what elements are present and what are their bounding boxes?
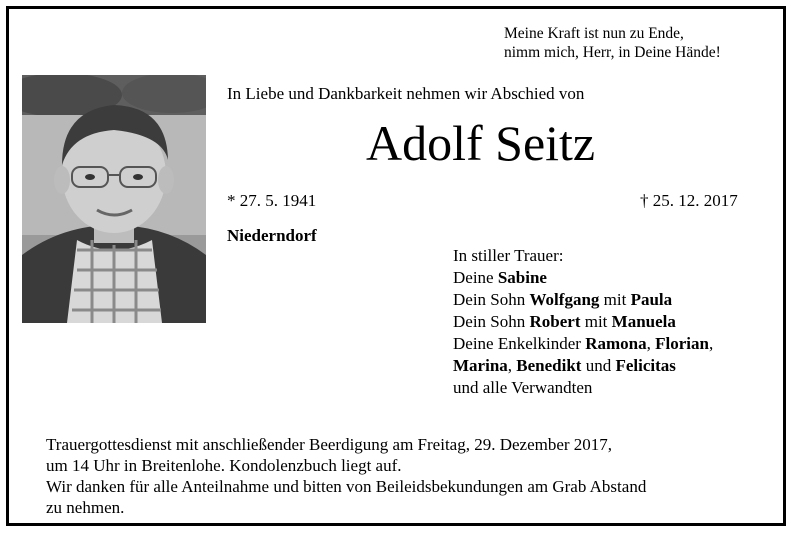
mourner-wife-prefix: Deine xyxy=(453,268,498,287)
intro-text: In Liebe und Dankbarkeit nehmen wir Abschied von xyxy=(227,84,585,103)
mourner-son-1-name: Wolfgang xyxy=(529,290,600,309)
mourner-son-2-name: Robert xyxy=(529,312,581,331)
mourner-grandchildren-2 xyxy=(453,355,773,377)
mourner-son-1-prefix: Dein Sohn xyxy=(453,290,530,309)
mourner-son-2 xyxy=(453,311,773,333)
mourner-grandchildren-1 xyxy=(453,333,773,355)
mourner-grandchildren-prefix: Deine Enkelkinder xyxy=(453,334,586,353)
hometown: Niederndorf xyxy=(227,226,317,245)
deceased-name: Adolf Seitz xyxy=(366,115,596,171)
grandchild-4: Benedikt xyxy=(516,356,582,375)
grandchild-5: Felicitas xyxy=(615,356,676,375)
funeral-notice xyxy=(46,434,766,518)
mourner-son-1-partner: Paula xyxy=(630,290,673,309)
grandchild-sep-1: , xyxy=(646,334,656,353)
verse-line-2: nimm mich, Herr, in Deine Hände! xyxy=(504,44,721,61)
grandchild-and: und xyxy=(581,356,616,375)
birth-date: * 27. 5. 1941 xyxy=(227,191,317,210)
grandchild-1: Ramona xyxy=(585,334,647,353)
grandchild-3: Marina xyxy=(453,356,508,375)
mourner-wife xyxy=(453,267,773,289)
footer-line-1: Trauergottesdienst mit anschließender Beerdigung am Freitag, 29. Dezember 2017, xyxy=(46,435,613,454)
mourners-list xyxy=(453,245,773,399)
mourner-son-2-partner: Manuela xyxy=(611,312,676,331)
mourners-heading: In stiller Trauer: xyxy=(453,246,564,265)
mourner-son-2-prefix: Dein Sohn xyxy=(453,312,530,331)
portrait-illustration xyxy=(22,75,206,323)
grandchild-sep-3: , xyxy=(507,356,517,375)
mourner-son-1 xyxy=(453,289,773,311)
verse-line-1: Meine Kraft ist nun zu Ende, xyxy=(504,25,684,42)
mourner-son-2-with: mit xyxy=(580,312,612,331)
mourner-wife-name: Sabine xyxy=(497,268,547,287)
mourner-son-1-with: mit xyxy=(599,290,631,309)
mourner-relatives: und alle Verwandten xyxy=(453,378,593,397)
footer-line-3: Wir danken für alle Anteilnahme und bitten von Beileidsbekundungen am Grab Abstand xyxy=(46,477,647,496)
grandchild-2: Florian xyxy=(655,334,709,353)
footer-line-4: zu nehmen. xyxy=(46,498,125,517)
grandchild-sep-2: , xyxy=(708,334,714,353)
death-date: † 25. 12. 2017 xyxy=(640,191,738,210)
portrait-photo xyxy=(22,75,206,323)
footer-line-2: um 14 Uhr in Breitenlohe. Kondolenzbuch liegt auf. xyxy=(46,456,402,475)
verse xyxy=(504,24,774,62)
